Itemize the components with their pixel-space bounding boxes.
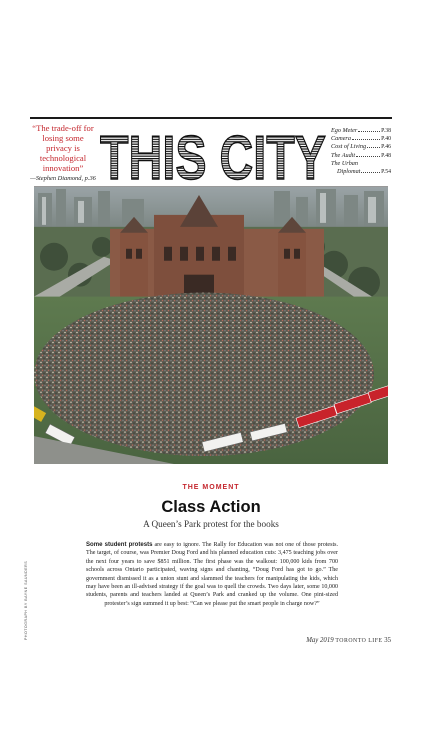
page-footer bbox=[0, 637, 391, 644]
toc-item[interactable] bbox=[331, 160, 391, 176]
article-dek: A Queen’s Park protest for the books bbox=[143, 519, 279, 529]
article-body-text: are easy to ignore. The Rally for Education was not one of those protests. The target, of course, was Premier Doug Ford and his planned education cuts: 3,475 teaching jobs over the next four years to save $851 million. The first phase was the walkout: 100,000 kids from 700 schools across Ontario participated, waving signs and chanting, “Doug Ford has got to go.” The government dismissed it as a union stunt and slammed the teachers for manipulating the kids, which may have been an ill-advised strategy if the goal was to quell the crowds. Two days later, some 10,000 students, parents and teachers landed at Queen’s Park and cranked up the volume. One pint-sized protester’s sign summed it up best: “Can we please put the smart people in charge now?” bbox=[86, 542, 338, 607]
toc-item[interactable] bbox=[331, 152, 391, 160]
toc-item-name: Camera bbox=[331, 135, 351, 143]
pull-quote bbox=[30, 123, 96, 183]
photo-credit: PHOTOGRAPH BY BAYNE SAUNDERS bbox=[24, 560, 28, 640]
toc-leader bbox=[358, 131, 380, 132]
footer-issue-date: May 2019 bbox=[306, 637, 334, 644]
toc-item-name: The Urban bbox=[331, 159, 358, 167]
table-of-contents bbox=[331, 127, 391, 176]
toc-item-name-line2: Diplomat bbox=[337, 168, 361, 176]
masthead-title: THIS CITY bbox=[100, 124, 326, 184]
section-masthead bbox=[97, 122, 329, 184]
footer-page-number: 35 bbox=[384, 637, 391, 644]
toc-item-page: P.38 bbox=[381, 128, 391, 134]
pull-quote-attribution: —Stephen Diamond, p.36 bbox=[30, 175, 96, 182]
toc-item[interactable] bbox=[331, 143, 391, 151]
toc-item-name: Cost of Living bbox=[331, 143, 367, 151]
toc-item-page: P.48 bbox=[381, 152, 391, 159]
toc-item-name: The Audit bbox=[331, 151, 356, 159]
pull-quote-text: “The trade-off for losing some privacy is technological innovation” bbox=[32, 123, 94, 173]
toc-item-name: Ego Meter bbox=[331, 127, 358, 134]
toc-leader bbox=[356, 156, 380, 157]
top-rule bbox=[30, 117, 392, 119]
section-kicker: THE MOMENT bbox=[182, 484, 240, 491]
aerial-protest-photo bbox=[34, 186, 388, 464]
footer-magazine-name: TORONTO LIFE bbox=[335, 638, 383, 644]
toc-item[interactable] bbox=[331, 127, 391, 135]
toc-item[interactable] bbox=[331, 135, 391, 143]
toc-item-page: P.46 bbox=[381, 144, 391, 151]
article-lead-in: Some student protests bbox=[86, 542, 153, 548]
toc-item-page: P.40 bbox=[381, 136, 391, 143]
article-body bbox=[86, 541, 338, 608]
toc-leader bbox=[352, 139, 380, 140]
article-headline: Class Action bbox=[161, 498, 261, 516]
toc-leader bbox=[361, 172, 380, 173]
toc-item-page: P.54 bbox=[381, 169, 391, 176]
toc-leader bbox=[367, 147, 380, 148]
